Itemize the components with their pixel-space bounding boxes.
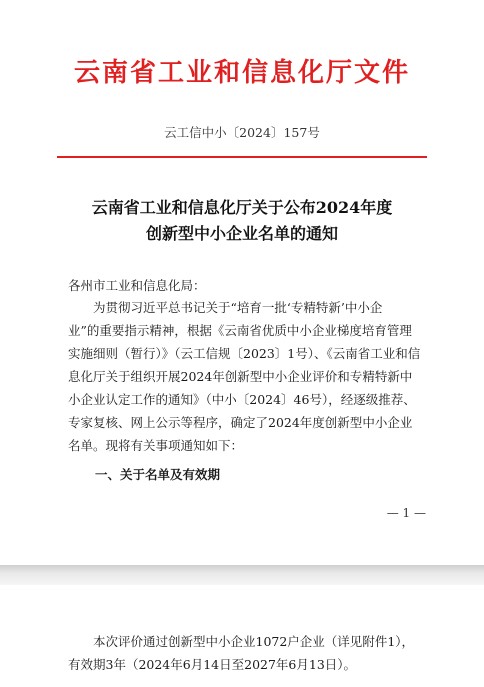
section-heading-1: 一、关于名单及有效期 [95, 467, 221, 482]
body-paragraph-1 [68, 296, 421, 457]
notice-title-line-1: 云南省工业和信息化厅关于公布2024年度 [91, 198, 393, 217]
paragraph-line: 息化厅关于组织开展2024年创新型中小企业评价和专精特新中 [68, 369, 413, 384]
page-number: — 1 — [386, 506, 426, 520]
salutation: 各州市工业和信息化局： [68, 278, 206, 293]
paragraph-line: 小企业认定工作的通知》（中小〔2024〕46号），经逐级推荐、 [68, 392, 416, 407]
red-separator-line [57, 156, 427, 158]
paragraph-line: 名单。现将有关事项通知如下： [68, 438, 244, 453]
paragraph-line: 为贯彻习近平总书记关于“培育一批‘专精特新’中小企 [68, 300, 383, 315]
document-page-2 [0, 585, 484, 687]
paragraph-line: 本次评价通过创新型中小企业1072户企业（详见附件1）， [68, 634, 415, 649]
issuing-organization-title: 云南省工业和信息化厅文件 [73, 58, 410, 88]
paragraph-line: 实施细则（暂行）》（云工信规〔2023〕1号）、《云南省工业和信 [68, 346, 421, 361]
notice-title-line-2: 创新型中小企业名单的通知 [145, 224, 338, 243]
paragraph-line: 有效期3年（2024年6月14日至2027年6月13日）。 [68, 657, 357, 672]
paragraph-line: 专家复核、网上公示等程序，确定了2024年度创新型中小企业 [68, 415, 413, 430]
document-number: 云工信中小〔2024〕157号 [164, 125, 320, 140]
paragraph-line: 业”的重要指示精神，根据《云南省优质中小企业梯度培育管理 [68, 323, 412, 338]
page-gap [0, 565, 484, 585]
body-paragraph-2 [68, 630, 418, 676]
